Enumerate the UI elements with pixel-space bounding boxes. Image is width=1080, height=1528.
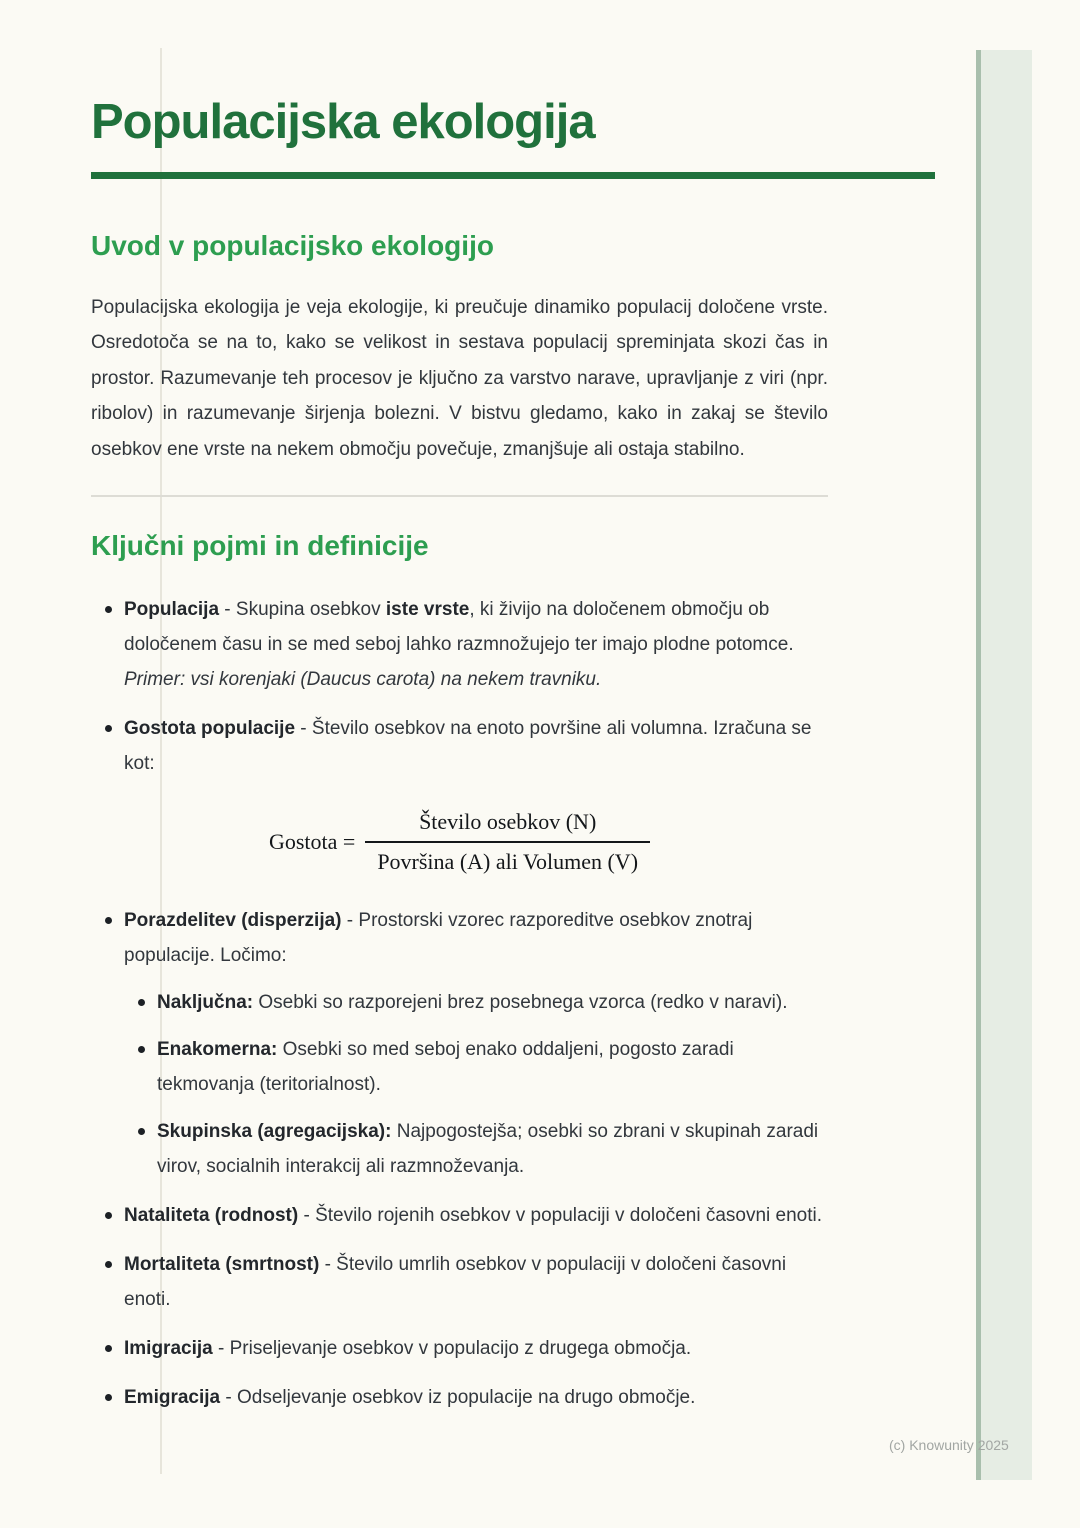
formula-numerator: Število osebkov (N) (365, 809, 650, 843)
term-item-mortaliteta: Mortaliteta (smrtnost) - Število umrlih osebkov v populaciji v določeni časovni enoti. (91, 1247, 828, 1317)
term-item-populacija: Populacija - Skupina osebkov iste vrste, ki živijo na določenem območju ob določenem času in se med seboj lahko razmnožujejo ter imajo plodne potomce. Primer: vsi korenjaki (Daucus carota) na nekem travniku. (91, 592, 828, 697)
section-divider (91, 495, 828, 497)
intro-paragraph: Populacijska ekologija je veja ekologije, ki preučuje dinamiko populacij določene vrste. Osredotoča se na to, kako se velikost in sestava populacij spreminjata skozi čas in prostor. Razumevanje teh procesov je ključno za varstvo narave, upravljanje z viri (npr. ribolov) in razumevanje širjenja bolezni. V bistvu gledamo, kako in zakaj se število osebkov ene vrste na nekem območju povečuje, zmanjšuje ali ostaja stabilno. (91, 296, 828, 460)
term-item-porazdelitev: Porazdelitev (disperzija) - Prostorski vzorec razporeditve osebkov znotraj populacije. Ločimo: (91, 903, 828, 973)
term-item-gostota-populacije: Gostota populacije - Število osebkov na enoto površine ali volumna. Izračuna se kot: (91, 711, 828, 781)
section-heading-intro: Uvod v populacijsko ekologijo (91, 229, 494, 261)
right-accent-bar (976, 50, 1032, 1480)
term-subitem-skupinska: Skupinska (agregacijska): Najpogostejša; osebki so zbrani v skupinah zaradi virov, socialnih interakcij ali razmnoževanja. (91, 1114, 828, 1184)
formula-denominator: Površina (A) ali Volumen (V) (377, 848, 639, 874)
title-rule (91, 172, 935, 179)
section-heading-key-terms: Ključni pojmi in definicije (91, 530, 429, 562)
term-subitem-enakomerna: Enakomerna: Osebki so med seboj enako oddaljeni, pogosto zaradi tekmovanja (teritorialnost). (91, 1032, 828, 1102)
term-item-nataliteta: Nataliteta (rodnost) - Število rojenih osebkov v populaciji v določeni časovni enoti. (91, 1198, 828, 1233)
density-formula (91, 809, 828, 875)
term-item-emigracija: Emigracija - Odseljevanje osebkov iz populacije na drugo območje. (91, 1380, 828, 1415)
term-item-imigracija: Imigracija - Priseljevanje osebkov v populacijo z drugega območja. (91, 1331, 828, 1366)
formula-fraction (365, 809, 650, 875)
footer-credit: (c) Knowunity 2025 (889, 1437, 1009, 1453)
key-terms-list (91, 592, 828, 1415)
term-subitem-nakljucna: Naključna: Osebki so razporejeni brez posebnega vzorca (redko v naravi). (91, 985, 828, 1020)
document-page (91, 96, 935, 1415)
page-title: Populacijska ekologija (91, 95, 595, 149)
formula-lhs: Gostota = (268, 828, 356, 854)
